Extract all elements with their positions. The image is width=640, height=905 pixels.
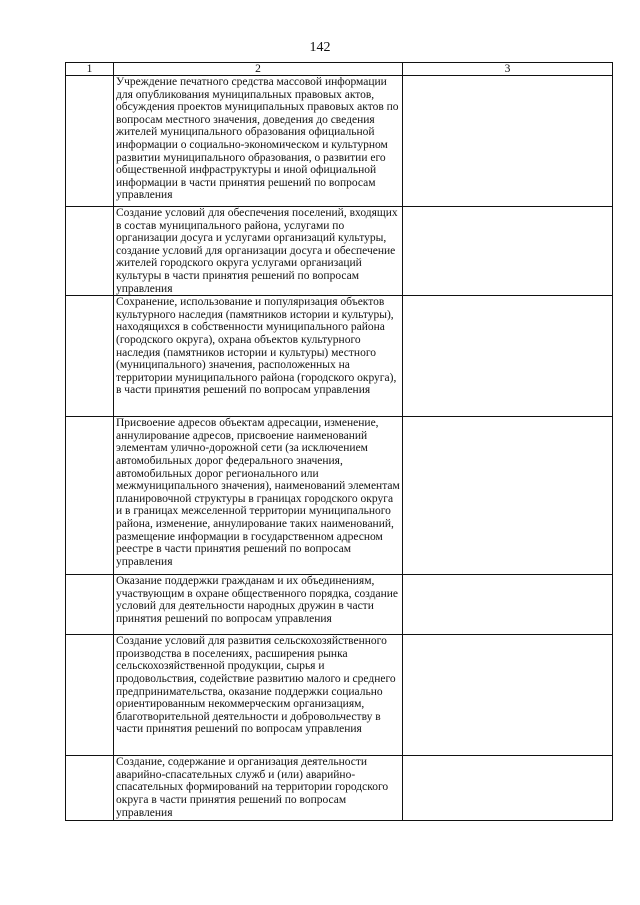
notes-cell xyxy=(403,575,613,635)
table-header-row xyxy=(66,63,613,76)
document-table xyxy=(65,62,613,821)
page-number: 142 xyxy=(309,40,331,55)
table-row xyxy=(66,417,613,575)
notes-cell xyxy=(403,207,613,296)
row-number-cell xyxy=(66,635,114,756)
notes-cell xyxy=(403,296,613,417)
table-row xyxy=(66,756,613,821)
authority-description-cell: Учреждение печатного средства массовой информации для опубликования муниципальных правовых актов, обсуждения проектов муниципальных правовых актов по вопросам местного значения, доведения до сведения жителей муниципального образования официальной информации о социально-экономическом и культурном развитии муниципального образования, о развитии его общественной инфраструктуры и иной официальной информации в части принятия решений по вопросам управления xyxy=(114,76,403,207)
row-number-cell xyxy=(66,207,114,296)
table-row xyxy=(66,296,613,417)
authority-description-cell: Оказание поддержки гражданам и их объединениям, участвующим в охране общественного порядка, создание условий для деятельности народных дружин в части принятия решений по вопросам управления xyxy=(114,575,403,635)
row-number-cell xyxy=(66,76,114,207)
table-row xyxy=(66,207,613,296)
authority-description-cell: Сохранение, использование и популяризация объектов культурного наследия (памятников истории и культуры), находящихся в собственности муниципального района (городского округа), охрана объектов культурного наследия (памятников истории и культуры) местного (муниципального) значения, расположенных на территории муниципального района (городского округа), в части принятия решений по вопросам управления xyxy=(114,296,403,417)
authority-description-cell: Создание условий для развития сельскохозяйственного производства в поселениях, расширения рынка сельскохозяйственной продукции, сырья и продовольствия, содействие развитию малого и среднего предпринимательства, оказание поддержки социально ориентированным некоммерческим организациям, благотворительной деятельности и добровольчеству в части принятия решений по вопросам управления xyxy=(114,635,403,756)
table-row xyxy=(66,635,613,756)
column-header-2: 2 xyxy=(114,63,403,76)
authority-description-cell: Присвоение адресов объектам адресации, изменение, аннулирование адресов, присвоение наименований элементам улично-дорожной сети (за исключением автомобильных дорог федерального значения, автомобильных дорог регионального или межмуниципального значения), наименований элементам планировочной структуры в границах городского округа и в границах межселенной территории муниципального района, изменение, аннулирование таких наименований, размещение информации в государственном адресном реестре в части принятия решений по вопросам управления xyxy=(114,417,403,575)
notes-cell xyxy=(403,635,613,756)
table-row xyxy=(66,76,613,207)
row-number-cell xyxy=(66,296,114,417)
row-number-cell xyxy=(66,756,114,821)
authority-description-cell: Создание условий для обеспечения поселений, входящих в состав муниципального района, услугами по организации досуга и услугами организаций культуры, создание условий для организации досуга и обеспечение жителей городского округа услугами организаций культуры в части принятия решений по вопросам управления xyxy=(114,207,403,296)
table-row xyxy=(66,575,613,635)
notes-cell xyxy=(403,756,613,821)
row-number-cell xyxy=(66,575,114,635)
column-header-3: 3 xyxy=(403,63,613,76)
notes-cell xyxy=(403,417,613,575)
notes-cell xyxy=(403,76,613,207)
column-header-1: 1 xyxy=(66,63,114,76)
authority-description-cell: Создание, содержание и организация деятельности аварийно-спасательных служб и (или) аварийно-спасательных формирований на территории городского округа в части принятия решений по вопросам управления xyxy=(114,756,403,821)
row-number-cell xyxy=(66,417,114,575)
